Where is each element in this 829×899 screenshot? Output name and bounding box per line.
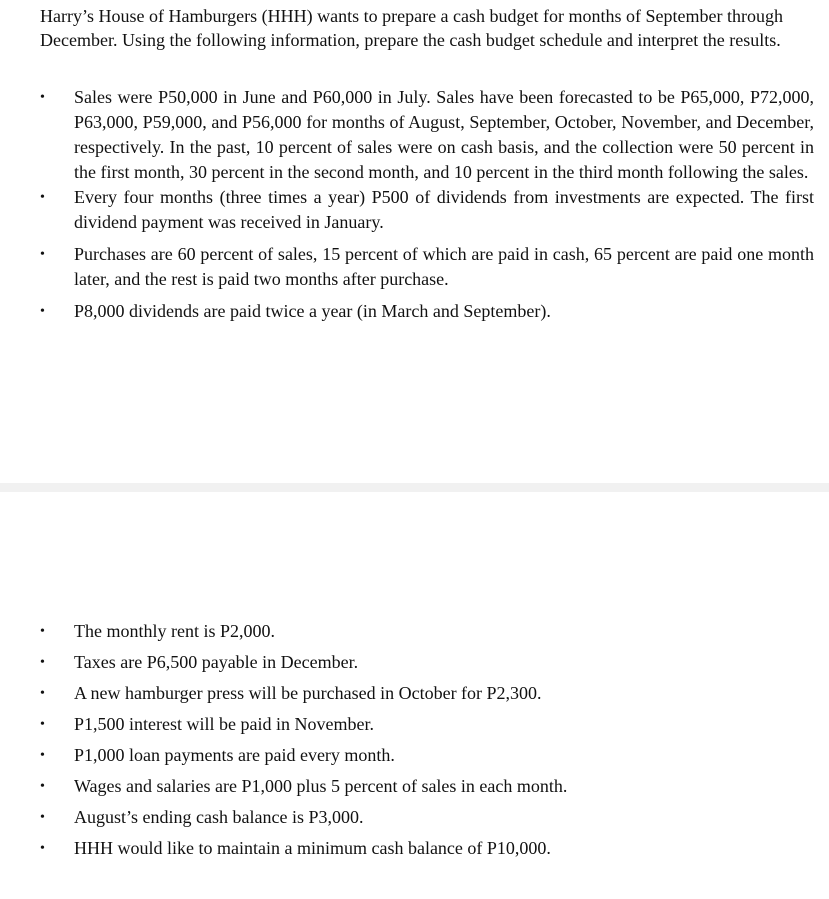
bullet-icon: • <box>40 717 45 732</box>
bullet-icon: • <box>40 90 45 105</box>
assumptions-list-part-2 <box>0 619 829 867</box>
bullet-icon: • <box>40 841 45 856</box>
list-item-text: A new hamburger press will be purchased in October for P2,300. <box>74 683 542 703</box>
bullet-icon: • <box>40 748 45 763</box>
list-item-taxes <box>0 650 829 675</box>
bullet-icon: • <box>40 686 45 701</box>
list-item-wages <box>0 774 829 799</box>
bullet-icon: • <box>40 810 45 825</box>
list-item-minimum-balance <box>0 836 829 861</box>
list-item-text: P8,000 dividends are paid twice a year (in March and September). <box>74 301 551 321</box>
list-item-text: Sales were P50,000 in June and P60,000 in July. Sales have been forecasted to be P65,000, P72,000, P63,000, P59,000, and P56,000 for months of August, September, October, November, and December, respectively. In the past, 10 percent of sales were on cash basis, and the collection were 50 percent in the first month, 30 percent in the second month, and 10 percent in the third month following the sales. <box>74 87 814 182</box>
list-item-dividends-paid <box>0 299 829 324</box>
list-item-purchases <box>0 242 829 292</box>
list-item-text: P1,000 loan payments are paid every month. <box>74 745 395 765</box>
list-item-rent <box>0 619 829 644</box>
list-item-text: Taxes are P6,500 payable in December. <box>74 652 359 672</box>
list-item-investment-dividends <box>0 185 829 235</box>
list-item-text: Purchases are 60 percent of sales, 15 percent of which are paid in cash, 65 percent are paid one month later, and the rest is paid two months after purchase. <box>74 244 814 289</box>
list-item-text: August’s ending cash balance is P3,000. <box>74 807 364 827</box>
bullet-icon: • <box>40 304 45 319</box>
bullet-icon: • <box>40 190 45 205</box>
list-item-loan-payments <box>0 743 829 768</box>
document-page-2 <box>0 492 829 899</box>
bullet-icon: • <box>40 655 45 670</box>
intro-paragraph: Harry’s House of Hamburgers (HHH) wants to prepare a cash budget for months of September through December. Using the following information, prepare the cash budget schedule and interpret the results. <box>40 6 783 50</box>
list-item-interest <box>0 712 829 737</box>
list-item-hamburger-press <box>0 681 829 706</box>
bullet-icon: • <box>40 779 45 794</box>
assumptions-list-part-1 <box>0 85 829 324</box>
list-item-text: P1,500 interest will be paid in November. <box>74 714 374 734</box>
list-item-ending-balance <box>0 805 829 830</box>
bullet-icon: • <box>40 624 45 639</box>
list-item-sales <box>0 85 829 185</box>
page-separator <box>0 483 829 492</box>
list-item-text: Every four months (three times a year) P500 of dividends from investments are expected. The first dividend payment was received in January. <box>74 187 814 232</box>
list-item-text: The monthly rent is P2,000. <box>74 621 275 641</box>
list-item-text: HHH would like to maintain a minimum cash balance of P10,000. <box>74 838 551 858</box>
list-item-text: Wages and salaries are P1,000 plus 5 percent of sales in each month. <box>74 776 568 796</box>
bullet-icon: • <box>40 247 45 262</box>
